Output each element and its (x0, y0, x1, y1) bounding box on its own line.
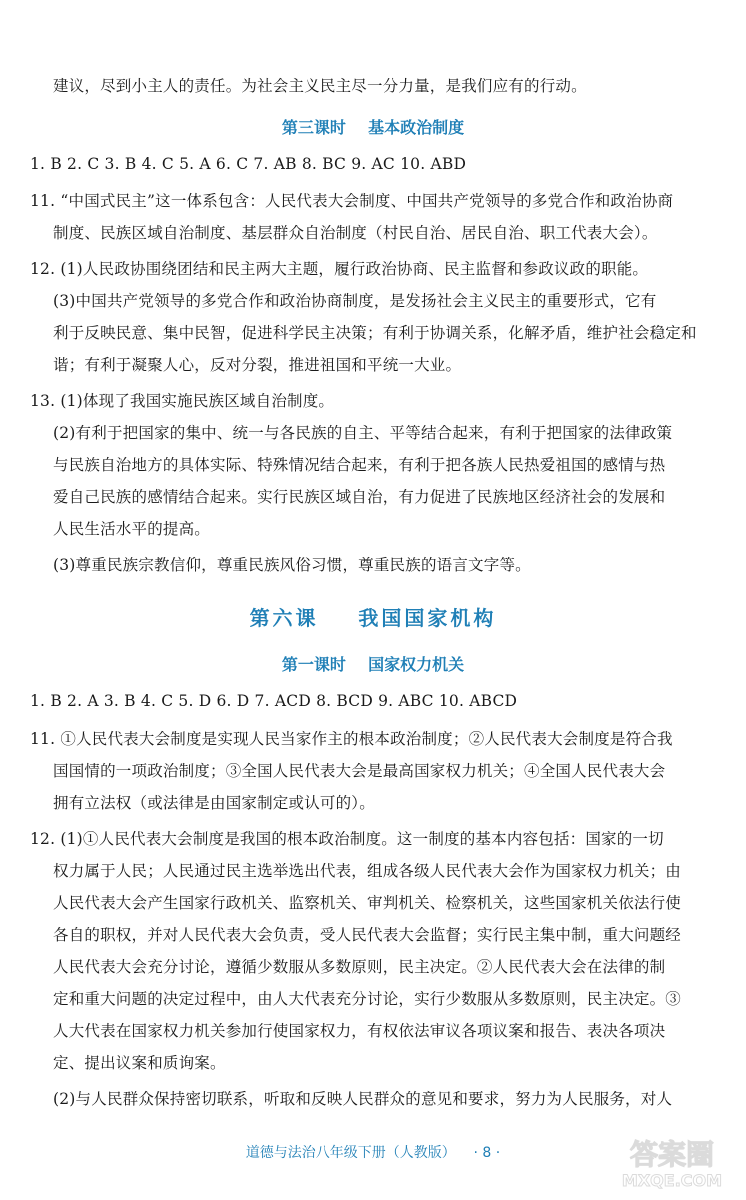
text-line: (3)尊重民族宗教信仰，尊重民族风俗习惯，尊重民族的语言文字等。 (53, 556, 531, 574)
text-line: 国国情的一项政治制度；③全国人民代表大会是最高国家权力机关；④全国人民代表大会 (53, 762, 666, 780)
text-line: 利于反映民意、集中民智，促进科学民主决策；有利于协调关系，化解矛盾，维护社会稳定和 (53, 324, 697, 342)
watermark-subtext: MXQE.COM (621, 1171, 723, 1190)
text-line: 11. “中国式民主”这一体系包含：人民代表大会制度、中国共产党领导的多党合作和政治协商 (30, 192, 674, 210)
section-heading-3: 第三课时 基本政治制度 (281, 118, 465, 137)
watermark-text: 答案圈 (629, 1138, 715, 1171)
text-line: 制度、民族区域自治制度、基层群众自治制度（村民自治、居民自治、职工代表大会）。 (53, 224, 658, 242)
text-line: (3)中国共产党领导的多党合作和政治协商制度，是发扬社会主义民主的重要形式，它有 (53, 292, 657, 310)
text-line: 与民族自治地方的具体实际、特殊情况结合起来，有利于把各族人民热爱祖国的感情与热 (53, 456, 666, 474)
text-line: 人民代表大会充分讨论，遵循少数服从多数原则，民主决定。②人民代表大会在法律的制 (53, 958, 666, 976)
answer-key-line: 1. B 2. C 3. B 4. C 5. A 6. C 7. AB 8. BC 9. AC 10. ABD (30, 155, 467, 173)
text-line: 12. (1)人民政协围绕团结和民主两大主题，履行政治协商、民主监督和参政议政的职能。 (30, 260, 649, 278)
text-line: 谐；有利于凝聚人心，反对分裂，推进祖国和平统一大业。 (53, 356, 462, 374)
watermark-logo (612, 1130, 732, 1192)
text-line: 定和重大问题的决定过程中，由人大代表充分讨论，实行少数服从多数原则，民主决定。③ (53, 990, 682, 1008)
text-line: 权力属于人民；人民通过民主选举选出代表，组成各级人民代表大会作为国家权力机关；由 (53, 862, 682, 880)
page-footer: 道德与法治八年级下册（人教版） · 8 · (245, 1145, 501, 1161)
text-line: 13. (1)体现了我国实施民族区域自治制度。 (30, 392, 335, 410)
answer-key-line: 1. B 2. A 3. B 4. C 5. D 6. D 7. ACD 8. BCD 9. ABC 10. ABCD (30, 692, 518, 710)
text-line: 建议，尽到小主人的责任。为社会主义民主尽一分力量，是我们应有的行动。 (53, 77, 587, 95)
section-heading-1: 第一课时 国家权力机关 (281, 655, 465, 674)
text-line: (2)有利于把国家的集中、统一与各民族的自主、平等结合起来，有利于把国家的法律政策 (53, 424, 673, 442)
lesson-heading: 第六课 我国国家机构 (249, 606, 497, 630)
text-line: 拥有立法权（或法律是由国家制定或认可的）。 (53, 794, 375, 812)
text-line: 11. ①人民代表大会制度是实现人民当家作主的根本政治制度；②人民代表大会制度是符合我 (30, 730, 673, 748)
text-line: (2)与人民群众保持密切联系，听取和反映人民群众的意见和要求，努力为人民服务，对人 (53, 1090, 673, 1108)
text-line: 人大代表在国家权力机关参加行使国家权力，有权依法审议各项议案和报告、表决各项决 (53, 1022, 666, 1040)
text-line: 12. (1)①人民代表大会制度是我国的根本政治制度。这一制度的基本内容包括：国家的一切 (30, 830, 664, 848)
text-line: 定、提出议案和质询案。 (53, 1054, 226, 1072)
text-line: 各自的职权，并对人民代表大会负责，受人民代表大会监督；实行民主集中制，重大问题经 (53, 926, 682, 944)
text-line: 爱自己民族的感情结合起来。实行民族区域自治，有力促进了民族地区经济社会的发展和 (53, 488, 666, 506)
text-line: 人民生活水平的提高。 (53, 520, 211, 538)
text-line: 人民代表大会产生国家行政机关、监察机关、审判机关、检察机关，这些国家机关依法行使 (53, 894, 682, 912)
